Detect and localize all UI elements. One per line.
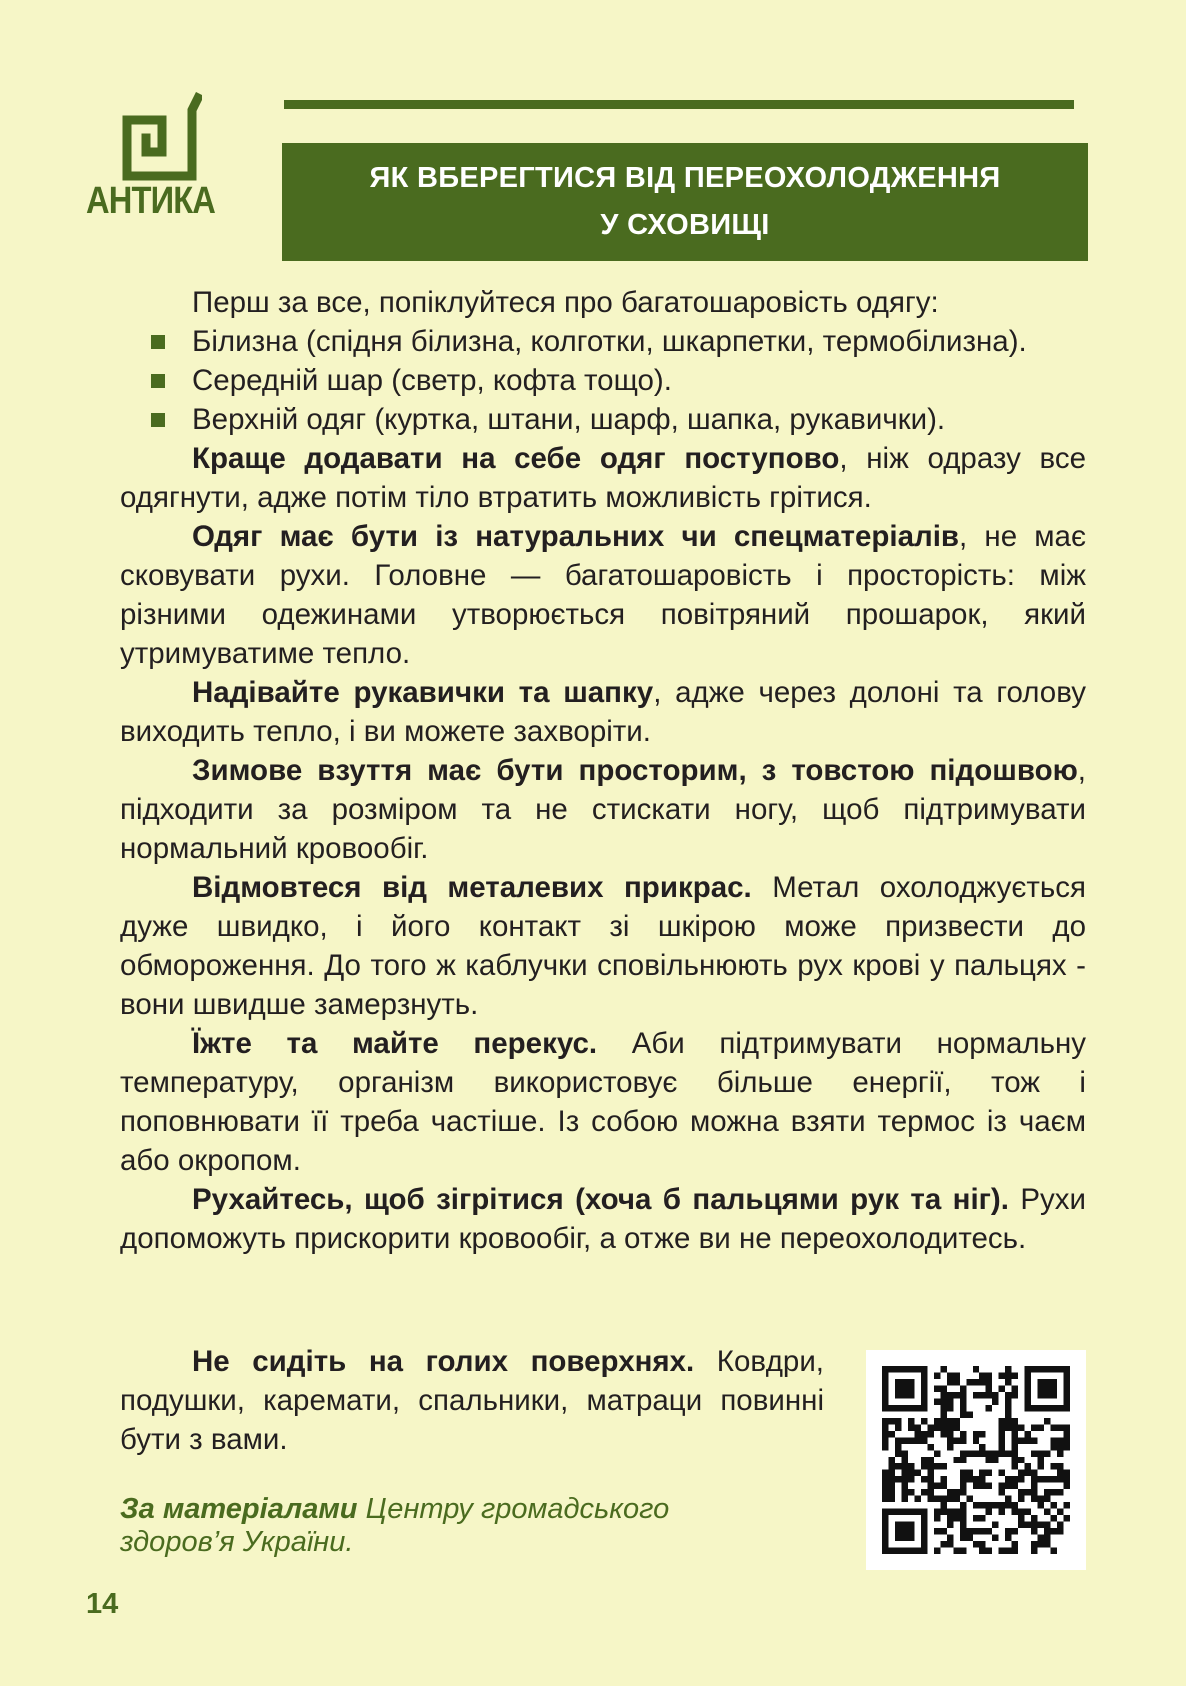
paragraph: Рухайтесь, щоб зігрітися (хоча б пальцями рук та ніг). Рухи допоможуть прискорити кровообіг, а отже ви не переохолодитесь. <box>120 1183 1086 1255</box>
title-banner <box>282 143 1088 261</box>
title-line-2: У СХОВИЩІ <box>600 209 770 241</box>
logo <box>86 92 236 232</box>
page-title <box>369 155 1000 249</box>
list-item: Середній шар (светр, кофта тощо). <box>120 361 1086 400</box>
paragraph: Відмовтеся від металевих прикрас. Метал охолоджується дуже швидко, і його контакт зі шкірою може призвести до обмороження. До того ж каблучки сповільнюють рух крові у пальцях - вони швидше замерзнуть. <box>120 871 1086 1021</box>
intro-text: Перш за все, попіклуйтеся про багатошаровість одягу: <box>192 286 939 319</box>
logo-text: АНТИКА <box>86 180 216 222</box>
top-rule <box>284 100 1074 109</box>
bullet-icon <box>151 374 165 388</box>
qr-code-icon[interactable] <box>882 1366 1070 1554</box>
bullet-icon <box>151 413 165 427</box>
list-item: Білизна (спідня білизна, колготки, шкарпетки, термобілизна). <box>120 322 1086 361</box>
paragraph: Зимове взуття має бути просторим, з товстою підошвою, підходити за розміром та не стискати ногу, щоб підтримувати нормальний кровообіг. <box>120 754 1086 865</box>
last-paragraph-block <box>120 1342 824 1459</box>
page-number: 14 <box>86 1588 119 1620</box>
paragraph: Надівайте рукавички та шапку, адже через долоні та голову виходить тепло, і ви можете захворіти. <box>120 676 1086 748</box>
bullet-icon <box>151 335 165 349</box>
article-body <box>120 283 1086 1258</box>
qr-code[interactable] <box>866 1350 1086 1570</box>
title-line-1: ЯК ВБЕРЕГТИСЯ ВІД ПЕРЕОХОЛОДЖЕННЯ <box>369 162 1001 194</box>
paragraph: Їжте та майте перекус. Аби підтримувати нормальну температуру, організм використовує більше енергії, тож і поповнювати її треба частіше. Із собою можна взяти термос із чаєм або окропом. <box>120 1027 1086 1177</box>
paragraph: Не сидіть на голих поверхнях. Ковдри, подушки, каремати, спальники, матраци повинні бути з вами. <box>120 1345 824 1456</box>
logo-mark-icon <box>122 92 202 182</box>
paragraph: Одяг має бути із натуральних чи спецматеріалів, не має сковувати рухи. Головне — багатошаровість і просторість: між різними одежинами утворюється повітряний прошарок, який утримуватиме тепло. <box>120 520 1086 670</box>
list-item: Верхній одяг (куртка, штани, шарф, шапка, рукавички). <box>120 400 1086 439</box>
source-credit: За матеріалами Центру громадського здоров’я України. <box>120 1493 670 1558</box>
paragraph: Краще додавати на себе одяг поступово, ніж одразу все одягнути, адже потім тіло втратить можливість грітися. <box>120 442 1086 514</box>
